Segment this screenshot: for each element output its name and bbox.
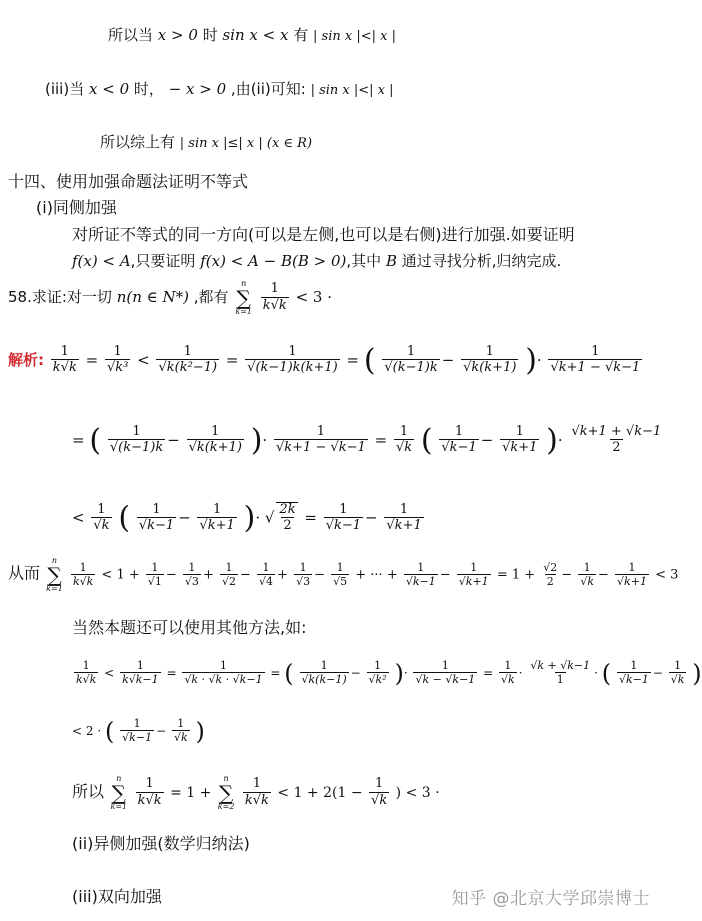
line-1 [108,26,396,45]
summation-line: 从而 n ∑ k=1 $\frac{1}{k√k}$ < 1 + $\frac{1}{√1}$ − $\frac{1}{√3}$ + $\frac{1}{√2}$ − $\frac{1}{√4}$ + $\frac{1}{√3}$ − $\frac{1}{√5}$ + ··· + $\frac{1}{√k-1}$ − $\frac{1}{√k+1}$ = 1 + $\frac{√2}{2}$ − $\frac{1}{√k}$ − $\frac{1}{√k+1}$ < 3 [8,556,679,593]
math: f(x) < A − B(B > 0) [200,252,347,270]
math: sin x < x [222,26,289,44]
solution-line-2: = ( $\frac{1}{√(k-1)k}$ − $\frac{1}{√k(k+1)}$ )· $\frac{1}{√k+1 - √k-1}$ = $\frac{1}{√k}$ ( $\frac{1}{√k-1}$ − $\frac{1}{√k+1}$ )· $\frac{√k+1 + √k-1}{2}$ [72,422,662,458]
section-title: 十四、使用加强命题法证明不等式 [8,172,249,191]
watermark: 知乎 @北京大学邱崇博士 [451,889,650,909]
text: 从而 [8,563,41,583]
text: ,由(ii)可知: [230,80,306,98]
section-sub: (i)同侧加强 [36,198,117,217]
text: 通过寻找分析,归纳完成. [401,252,562,270]
sum-symbol: n ∑ k=1 [235,279,252,316]
alternative-line-2: < 2 · ( $\frac{1}{√k-1}$ − $\frac{1}{√k}$ ) [72,717,205,746]
text: ,只要证明 [130,252,196,270]
math: n(n ∈ N*) [116,288,189,306]
solution-label: 解析: [8,350,44,369]
alternative-intro: 当然本题还可以使用其他方法,如: [72,618,307,637]
solution-line-1: 解析: $\frac{1}{k√k}$ = $\frac{1}{\text{√k³}}$ < $\frac{1}{\text{√k(k²−1)}}$ = $\frac{1}{√(k-1)k(k+1)}$ = ( $\frac{1}{√(k-1)k}$ − $\frac{1}{√k(k+1)}$ )· $\frac{1}{√k+1 - √k-1}$ [8,342,641,378]
text: (iii)当 [45,80,85,98]
math: B [385,252,397,270]
alternative-line-1: $\frac{1}{k√k}$ < $\frac{1}{k√k-1}$ = $\frac{1}{√k \cdot √k \cdot √k-1}$ = ( $\frac{1}{√k(k-1)}$ − $\frac{1}{\text{√k²}}$ )· $\frac{1}{√k - √k-1}$ = $\frac{1}{√k}$ · $\frac{√k + √k-1}{1}$ · ( $\frac{1}{√k-1}$ − $\frac{1}{√k}$ ) [76,659,702,688]
math: | sin x |≤| x | (x ∈ R) [179,136,313,151]
paragraph-1: 对所证不等式的同一方向(可以是左侧,也可以是右侧)进行加强.如要证明 [72,225,575,244]
math: | sin x |<| x | [310,83,394,98]
text: ,其中 [346,252,382,270]
subsection-iii: (iii)双向加强 [72,887,162,906]
text: 时 [202,26,218,44]
math: | sin x |<| x | [313,29,396,44]
text: ,都有 [193,288,229,306]
solution-line-3: < $\frac{1}{√k}$ ( $\frac{1}{√k-1}$ − $\frac{1}{√k+1}$ )· √ $\frac{2k}{2}$ = $\frac{1}{√k-1}$ − $\frac{1}{√k+1}$ [72,500,422,536]
text: 时， [133,80,164,98]
text: 有 [293,26,309,44]
math: x < 0 [89,80,130,98]
math: − x > 0 [168,80,227,98]
fraction: $\frac{1}{k√k}$ [262,281,287,313]
line-3 [100,133,312,152]
problem-58 [8,280,332,316]
subsection-ii: (ii)异侧加强(数学归纳法) [72,834,250,853]
math: < 3 · [295,288,333,306]
conclusion-line: 所以 n ∑ k=1 $\frac{1}{k√k}$ = 1 + n ∑ k=2 $\frac{1}{k√k}$ < 1 + 2(1 − $\frac{1}{√k}$ ) < 3 · [72,774,440,811]
paragraph-2 [72,252,561,270]
math: f(x) < A [72,252,131,270]
text: 58.求证:对一切 [8,288,112,306]
text: 所以 [72,782,105,801]
text: 所以当 [108,26,154,44]
math: x > 0 [157,26,198,44]
line-2 [45,80,394,99]
text: 所以综上有 [100,133,176,151]
